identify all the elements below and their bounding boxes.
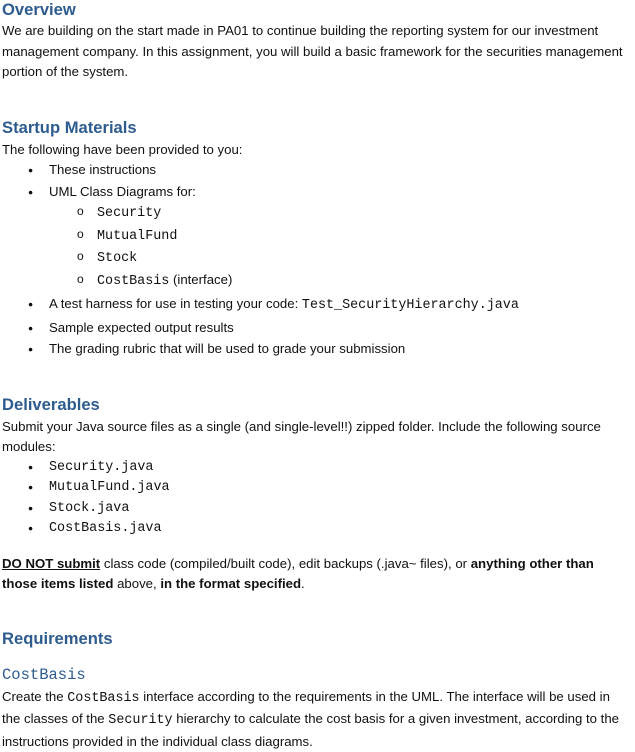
list-item-harness — [2, 294, 631, 317]
uml-class-costbasis — [2, 270, 631, 293]
file-item-costbasis: ● CostBasis.java — [2, 519, 631, 540]
startup-list — [2, 160, 631, 360]
startup-heading: Startup Materials — [2, 118, 631, 138]
warning-text: . — [301, 576, 305, 591]
list-item-instructions: ● These instructions — [2, 160, 631, 181]
overview-section — [2, 0, 631, 83]
list-item-sample: ● Sample expected output results — [2, 318, 631, 339]
uml-interface-suffix: (interface) — [169, 272, 232, 287]
uml-class-name: MutualFund — [97, 229, 177, 244]
warning-text: above, — [113, 576, 160, 591]
code-costbasis: CostBasis — [67, 691, 139, 706]
warning-emphasis: in the format specified — [160, 576, 301, 591]
uml-class-security — [2, 202, 631, 225]
uml-class-stock — [2, 247, 631, 270]
costbasis-subheading: CostBasis — [2, 665, 631, 685]
requirements-section — [2, 629, 631, 752]
submission-warning — [2, 554, 631, 595]
code-security: Security — [108, 713, 172, 728]
warning-text: class code (compiled/built code), edit backups (.java~ files), or — [100, 556, 471, 571]
file-item-security: ● Security.java — [2, 458, 631, 479]
body-text: hierarchy to calculate the cost basis for a given investment, according to the instructions provided in the individual class diagrams. — [2, 711, 619, 749]
body-text: interface according to the requirements in the UML. The interface will be used in the classes of the — [2, 689, 610, 727]
deliverables-body: Submit your Java source files as a single (and single-level!!) zipped folder. Include the following source modules: — [2, 417, 631, 458]
deliverables-section — [2, 395, 631, 595]
requirements-heading: Requirements — [2, 629, 631, 649]
uml-class-name: Stock — [97, 251, 137, 266]
harness-text: A test harness for use in testing your code: — [49, 296, 302, 311]
list-item-uml: ● UML Class Diagrams for: — [2, 182, 631, 203]
uml-class-name: Security — [97, 206, 161, 221]
deliverables-heading: Deliverables — [2, 395, 631, 415]
startup-section — [2, 118, 631, 360]
costbasis-body — [2, 687, 631, 752]
uml-class-mutualfund — [2, 225, 631, 248]
warning-do-not-submit: DO NOT submit — [2, 556, 100, 571]
warning-emphasis: anything other than those items listed — [2, 556, 594, 592]
harness-file: Test_SecurityHierarchy.java — [302, 298, 519, 313]
overview-body: We are building on the start made in PA01 to continue building the reporting system for our investment management company. In this assignment, you will build a basic framework for the securities management portion of the system. — [2, 21, 631, 83]
deliverables-file-list — [2, 458, 631, 540]
file-item-stock: ● Stock.java — [2, 499, 631, 520]
overview-heading: Overview — [2, 0, 631, 20]
body-text: Create the — [2, 689, 67, 704]
list-item-rubric: ● The grading rubric that will be used to grade your submission — [2, 339, 631, 360]
startup-intro: The following have been provided to you: — [2, 140, 631, 161]
file-item-mutualfund: ● MutualFund.java — [2, 478, 631, 499]
uml-class-name: CostBasis — [97, 274, 169, 289]
